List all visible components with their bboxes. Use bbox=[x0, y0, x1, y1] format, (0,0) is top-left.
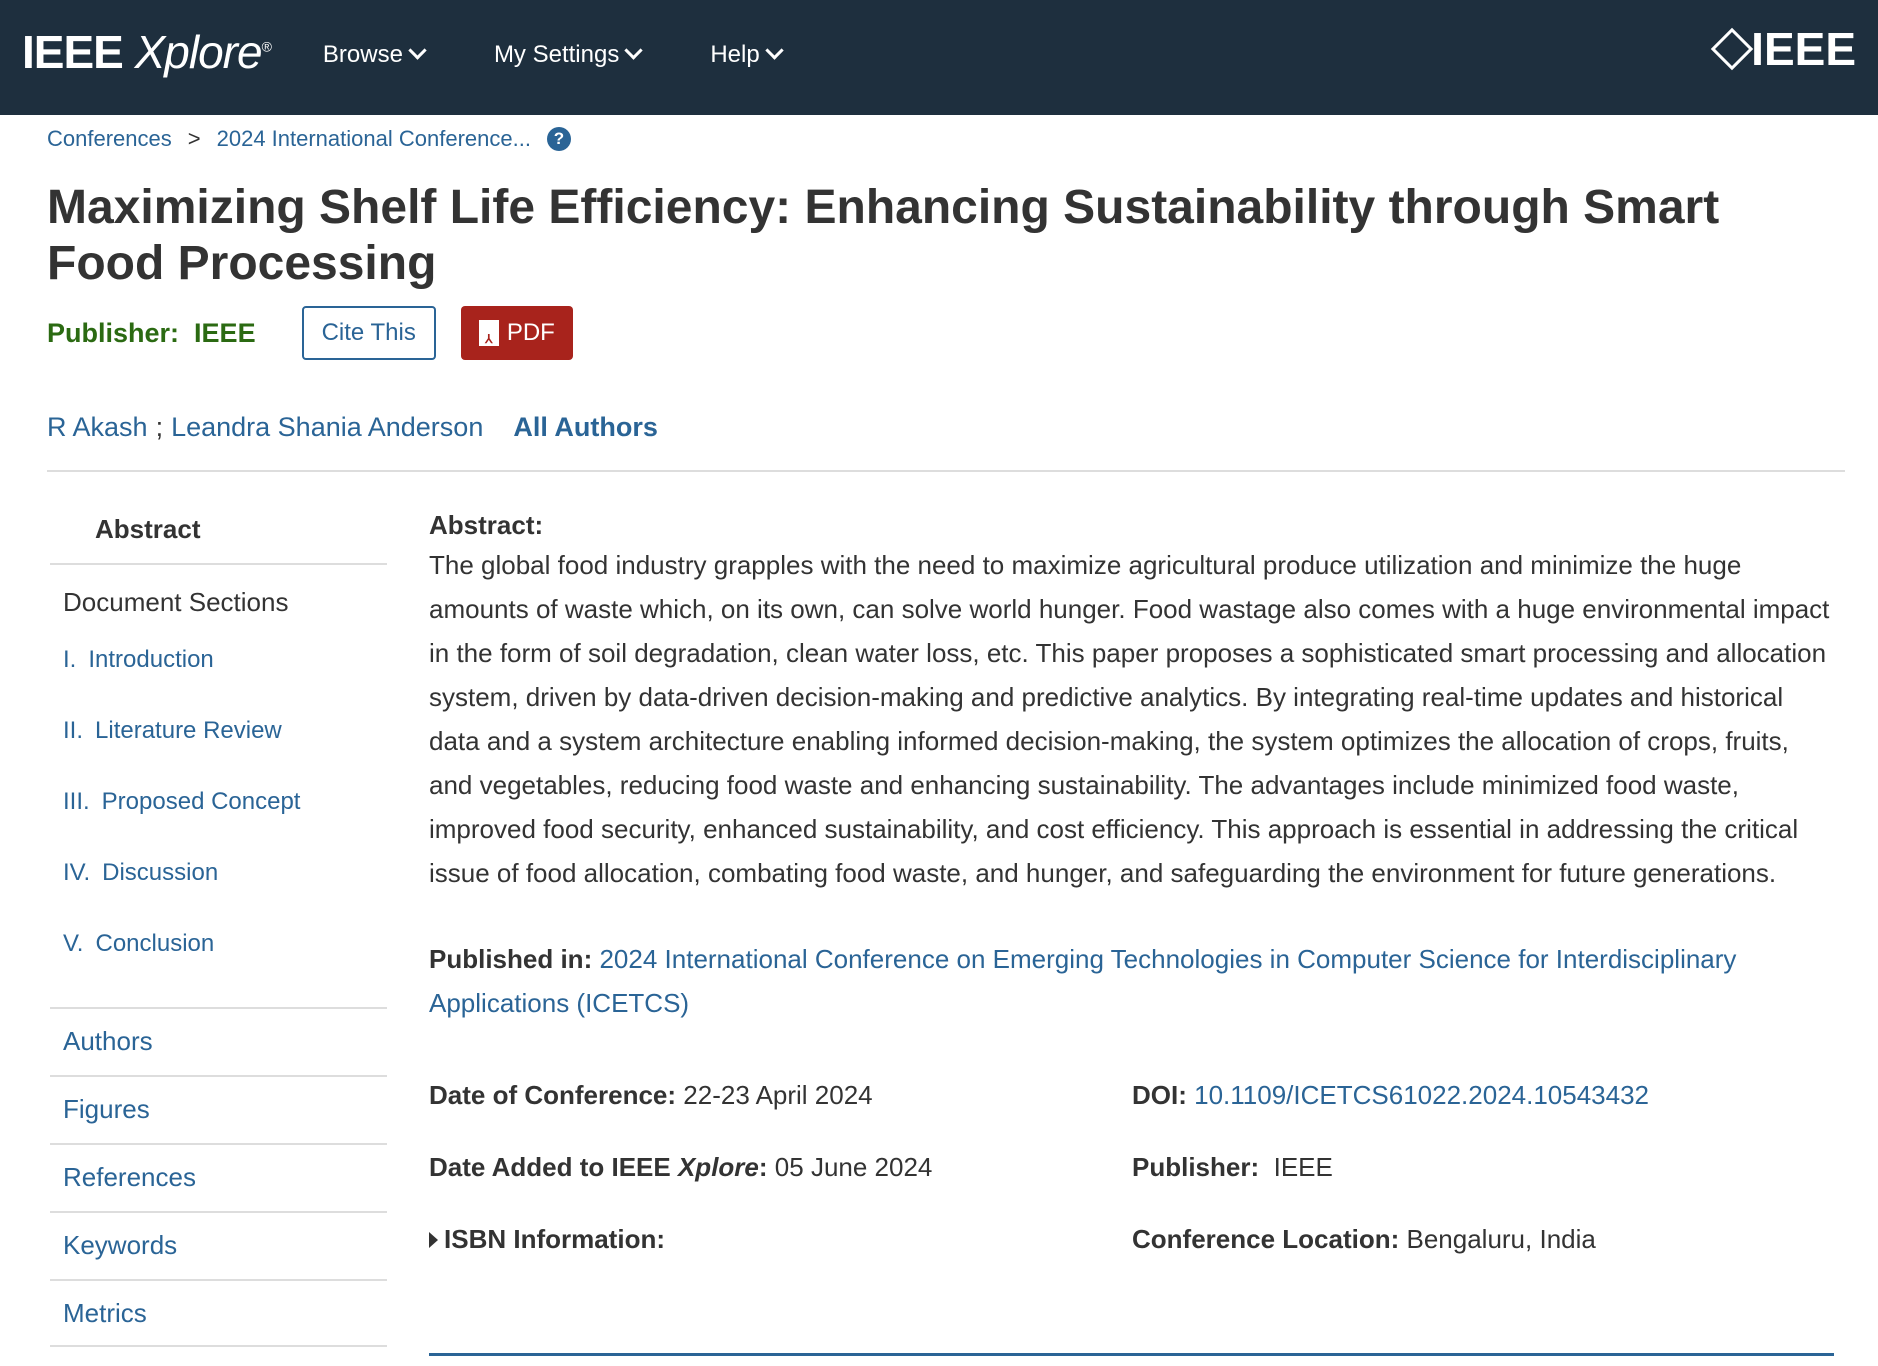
date-added bbox=[429, 1145, 1132, 1189]
section-num: I. bbox=[63, 646, 77, 673]
authors-row bbox=[47, 412, 658, 443]
meta-label-italic: Xplore bbox=[677, 1152, 759, 1182]
meta-label: Publisher: bbox=[1132, 1152, 1260, 1182]
breadcrumb bbox=[47, 126, 571, 152]
pdf-label: PDF bbox=[506, 319, 555, 346]
author-link[interactable]: R Akash bbox=[47, 412, 148, 442]
breadcrumb-separator: > bbox=[187, 126, 201, 151]
document-sections-heading: Document Sections bbox=[63, 587, 289, 617]
logo-reg: ® bbox=[261, 38, 271, 55]
doi bbox=[1132, 1073, 1839, 1117]
sidebar-item-figures[interactable]: Figures bbox=[50, 1075, 387, 1143]
section-link[interactable] bbox=[50, 638, 387, 709]
breadcrumb-conference[interactable]: 2024 International Conference... bbox=[216, 126, 531, 151]
nav-browse[interactable] bbox=[323, 41, 424, 69]
pdf-button[interactable] bbox=[461, 306, 573, 360]
chevron-down-icon bbox=[408, 41, 426, 59]
nav-my-settings[interactable] bbox=[494, 41, 640, 69]
pdf-icon: ⅄ bbox=[479, 320, 499, 346]
meta-value: Bengaluru, India bbox=[1406, 1224, 1596, 1254]
section-num: III. bbox=[63, 788, 90, 815]
publisher-label: Publisher: bbox=[47, 317, 180, 348]
doi-link[interactable]: 10.1109/ICETCS61022.2024.10543432 bbox=[1194, 1080, 1650, 1110]
caret-right-icon bbox=[429, 1232, 438, 1248]
meta-label: ISBN Information: bbox=[444, 1224, 665, 1254]
sidebar-item-metrics[interactable]: Metrics bbox=[50, 1279, 387, 1347]
meta-label: Conference Location: bbox=[1132, 1224, 1400, 1254]
ieee-diamond-icon bbox=[1711, 28, 1753, 70]
section-link[interactable] bbox=[50, 851, 387, 922]
sidebar-item-keywords[interactable]: Keywords bbox=[50, 1211, 387, 1279]
published-in bbox=[429, 937, 1839, 1025]
page-title: Maximizing Shelf Life Efficiency: Enhancing Sustainability through Smart Food Processing bbox=[47, 181, 1720, 290]
publisher-meta bbox=[1132, 1145, 1839, 1189]
chevron-down-icon bbox=[765, 41, 783, 59]
ieee-xplore-logo[interactable] bbox=[22, 25, 271, 79]
section-link[interactable] bbox=[50, 780, 387, 851]
abstract-section bbox=[429, 510, 1839, 1261]
abstract-heading: Abstract: bbox=[429, 510, 544, 540]
sidebar bbox=[50, 500, 387, 1347]
section-label: Conclusion bbox=[95, 930, 215, 957]
section-num: IV. bbox=[63, 859, 91, 886]
brand-text: IEEE bbox=[1751, 23, 1856, 75]
meta-value: 05 June 2024 bbox=[774, 1152, 933, 1182]
section-label: Proposed Concept bbox=[101, 788, 301, 815]
publisher-row bbox=[47, 306, 573, 360]
all-authors-link[interactable]: All Authors bbox=[513, 412, 658, 442]
meta-label: Date Added to IEEE bbox=[429, 1152, 678, 1182]
breadcrumb-conferences[interactable]: Conferences bbox=[47, 126, 172, 151]
help-icon[interactable]: ? bbox=[547, 127, 571, 151]
section-label: Introduction bbox=[88, 646, 214, 673]
chevron-down-icon bbox=[625, 41, 643, 59]
ieee-logo[interactable] bbox=[1717, 22, 1856, 76]
published-in-label: Published in: bbox=[429, 944, 593, 974]
section-link[interactable] bbox=[50, 709, 387, 780]
section-label: Literature Review bbox=[95, 717, 282, 744]
author-link[interactable]: Leandra Shania Anderson bbox=[171, 412, 484, 442]
sidebar-item-references[interactable]: References bbox=[50, 1143, 387, 1211]
nav-label: Help bbox=[710, 40, 760, 68]
meta-label: Date of Conference: bbox=[429, 1080, 677, 1110]
metadata-grid bbox=[429, 1073, 1839, 1261]
section-num: II. bbox=[63, 717, 84, 744]
cite-this-button[interactable]: Cite This bbox=[302, 306, 436, 360]
meta-colon: : bbox=[758, 1152, 768, 1182]
publisher-value: IEEE bbox=[194, 317, 256, 348]
isbn-toggle[interactable] bbox=[429, 1217, 1132, 1261]
section-label: Discussion bbox=[102, 859, 219, 886]
section-link[interactable] bbox=[50, 922, 387, 993]
conference-location bbox=[1132, 1217, 1839, 1261]
section-divider bbox=[429, 1353, 1834, 1356]
meta-value: 22-23 April 2024 bbox=[683, 1080, 873, 1110]
nav-help[interactable] bbox=[710, 41, 780, 69]
meta-label: DOI: bbox=[1132, 1080, 1187, 1110]
publisher bbox=[47, 318, 256, 349]
divider bbox=[47, 470, 1845, 472]
meta-value: IEEE bbox=[1273, 1152, 1333, 1182]
section-num: V. bbox=[63, 930, 84, 957]
sidebar-item-authors[interactable]: Authors bbox=[50, 1007, 387, 1075]
date-of-conference bbox=[429, 1073, 1132, 1117]
abstract-text: The global food industry grapples with the need to maximize agricultural produce utilization and minimize the huge amounts of waste which, on its own, can solve world hunger. Food wastage also comes with a huge environmental impact in the form of soil degradation, clean water loss, etc. This paper proposes a sophisticated smart processing and allocation system, driven by data-driven decision-making and predictive analytics. By integrating real-time updates and historical data and a system architecture enabling informed decision-making, the system optimizes the allocation of crops, fruits, and vegetables, reducing food waste and enhancing sustainability. The advantages include minimized food waste, improved food security, enhanced sustainability, and cost efficiency. This approach is essential in addressing the critical issue of food allocation, combating food waste, and hunger, and safeguarding the environment for future generations. bbox=[429, 550, 1830, 888]
logo-italic: Xplore bbox=[134, 25, 262, 78]
nav-label: My Settings bbox=[493, 40, 620, 68]
logo-text: IEEE bbox=[22, 25, 123, 78]
nav-label: Browse bbox=[322, 40, 403, 68]
published-in-link[interactable]: 2024 International Conference on Emerging Technologies in Computer Science for Interdisciplinary Applications (ICETCS) bbox=[429, 944, 1737, 1018]
top-nav-bar bbox=[0, 0, 1878, 115]
author-separator: ; bbox=[155, 412, 164, 442]
sidebar-abstract[interactable]: Abstract bbox=[50, 500, 387, 565]
